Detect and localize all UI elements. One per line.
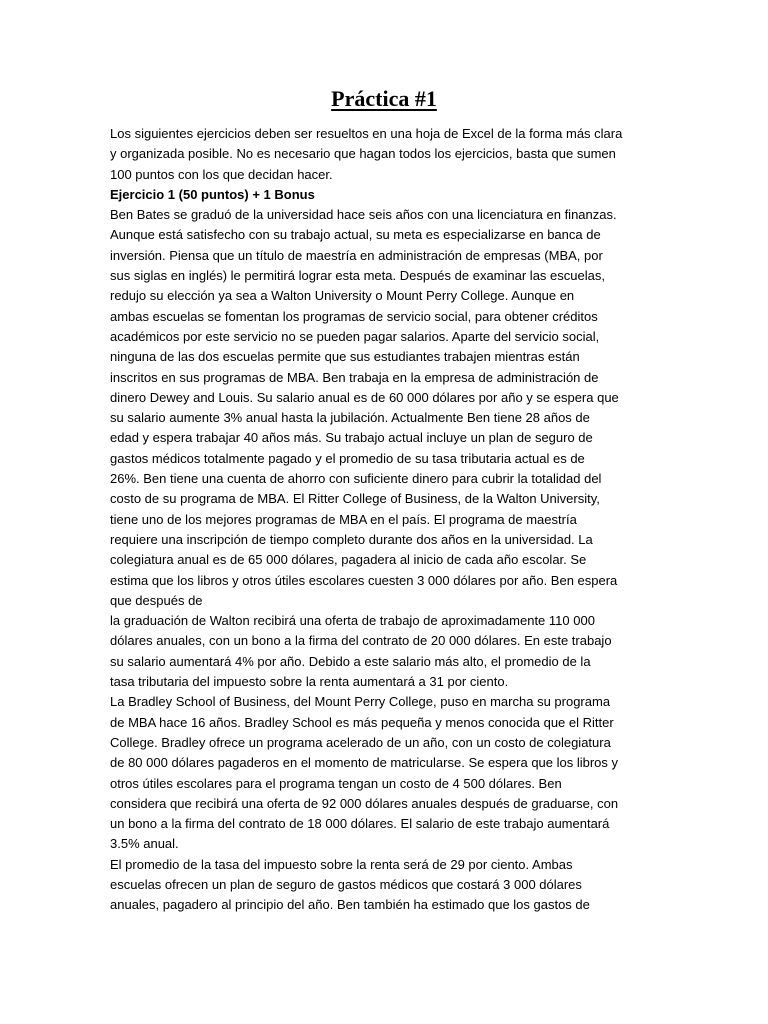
paragraph-line: académicos por este servicio no se pueden pagar salarios. Aparte del servicio social, xyxy=(110,328,600,344)
paragraph-line: 26%. Ben tiene una cuenta de ahorro con suficiente dinero para cubrir la totalidad del xyxy=(110,471,602,487)
document-body xyxy=(110,124,670,916)
paragraph-line: inscritos en sus programas de MBA. Ben trabaja en la empresa de administración de xyxy=(110,369,599,385)
paragraph-line: redujo su elección ya sea a Walton University o Mount Perry College. Aunque en xyxy=(110,288,575,304)
paragraph-line: ninguna de las dos escuelas permite que sus estudiantes trabajen mientras están xyxy=(110,349,580,365)
paragraph-line: ambas escuelas se fomentan los programas de servicio social, para obtener créditos xyxy=(110,308,598,324)
paragraph-line: sus siglas en inglés) le permitirá lograr esta meta. Después de examinar las escuelas, xyxy=(110,268,605,284)
paragraph-line: escuelas ofrecen un plan de seguro de gastos médicos que costará 3 000 dólares xyxy=(110,876,582,892)
paragraph-line: dinero Dewey and Louis. Su salario anual es de 60 000 dólares por año y se espera que xyxy=(110,389,619,405)
paragraph-line: la graduación de Walton recibirá una oferta de trabajo de aproximadamente 110 000 xyxy=(110,613,595,629)
paragraph-line: 3.5% anual. xyxy=(110,836,179,852)
paragraph-line: El promedio de la tasa del impuesto sobre la renta será de 29 por ciento. Ambas xyxy=(110,856,573,872)
paragraph-line: costo de su programa de MBA. El Ritter College of Business, de la Walton University, xyxy=(110,491,600,507)
paragraph-line: edad y espera trabajar 40 años más. Su trabajo actual incluye un plan de seguro de xyxy=(110,430,593,446)
paragraph-line: Ben Bates se graduó de la universidad hace seis años con una licenciatura en finanzas. xyxy=(110,207,617,223)
paragraph-line: anuales, pagadero al principio del año. Ben también ha estimado que los gastos de xyxy=(110,897,590,913)
paragraph-line: de 80 000 dólares pagaderos en el momento de matricularse. Se espera que los libros y xyxy=(110,755,619,771)
paragraph-line: requiere una inscripción de tiempo completo durante dos años en la universidad. La xyxy=(110,531,593,547)
paragraph-line: tasa tributaria del impuesto sobre la renta aumentará a 31 por ciento. xyxy=(110,674,509,690)
paragraph-line: inversión. Piensa que un título de maestría en administración de empresas (MBA, por xyxy=(110,247,603,263)
paragraph-line: su salario aumentará 4% por año. Debido a este salario más alto, el promedio de la xyxy=(110,653,591,669)
paragraph-line: Aunque está satisfecho con su trabajo actual, su meta es especializarse en banca de xyxy=(110,227,601,243)
paragraph-line: de MBA hace 16 años. Bradley School es más pequeña y menos conocida que el Ritter xyxy=(110,714,614,730)
paragraph-line: colegiatura anual es de 65 000 dólares, pagadera al inicio de cada año escolar. Se xyxy=(110,552,587,568)
paragraph-line: considera que recibirá una oferta de 92 000 dólares anuales después de graduarse, con xyxy=(110,795,619,811)
page-title-text: Práctica #1 xyxy=(331,86,437,111)
paragraph-line: tiene uno de los mejores programas de MBA en el país. El programa de maestría xyxy=(110,511,577,527)
paragraph-line: La Bradley School of Business, del Mount Perry College, puso en marcha su programa xyxy=(110,694,611,710)
paragraph-line: otros útiles escolares para el programa tengan un costo de 4 500 dólares. Ben xyxy=(110,775,562,791)
paragraph-line: un bono a la firma del contrato de 18 000 dólares. El salario de este trabajo aumentará xyxy=(110,816,610,832)
paragraph-line: dólares anuales, con un bono a la firma del contrato de 20 000 dólares. En este trabajo xyxy=(110,633,612,649)
paragraph-line: su salario aumente 3% anual hasta la jubilación. Actualmente Ben tiene 28 años de xyxy=(110,410,590,426)
paragraph-line: Los siguientes ejercicios deben ser resueltos en una hoja de Excel de la forma más clara xyxy=(110,126,623,141)
exercise-heading: Ejercicio 1 (50 puntos) + 1 Bonus xyxy=(110,186,315,202)
paragraph-line: gastos médicos totalmente pagado y el promedio de su tasa tributaria actual es de xyxy=(110,450,585,466)
paragraph-line: 100 puntos con los que decidan hacer. xyxy=(110,166,333,182)
page-title xyxy=(0,84,768,114)
paragraph-line: College. Bradley ofrece un programa acelerado de un año, con un costo de colegiatura xyxy=(110,734,611,750)
paragraph-line: estima que los libros y otros útiles escolares cuesten 3 000 dólares por año. Ben espera xyxy=(110,572,618,588)
paragraph-line: que después de xyxy=(110,592,203,608)
paragraph-line: y organizada posible. No es necesario que hagan todos los ejercicios, basta que sumen xyxy=(110,146,616,162)
